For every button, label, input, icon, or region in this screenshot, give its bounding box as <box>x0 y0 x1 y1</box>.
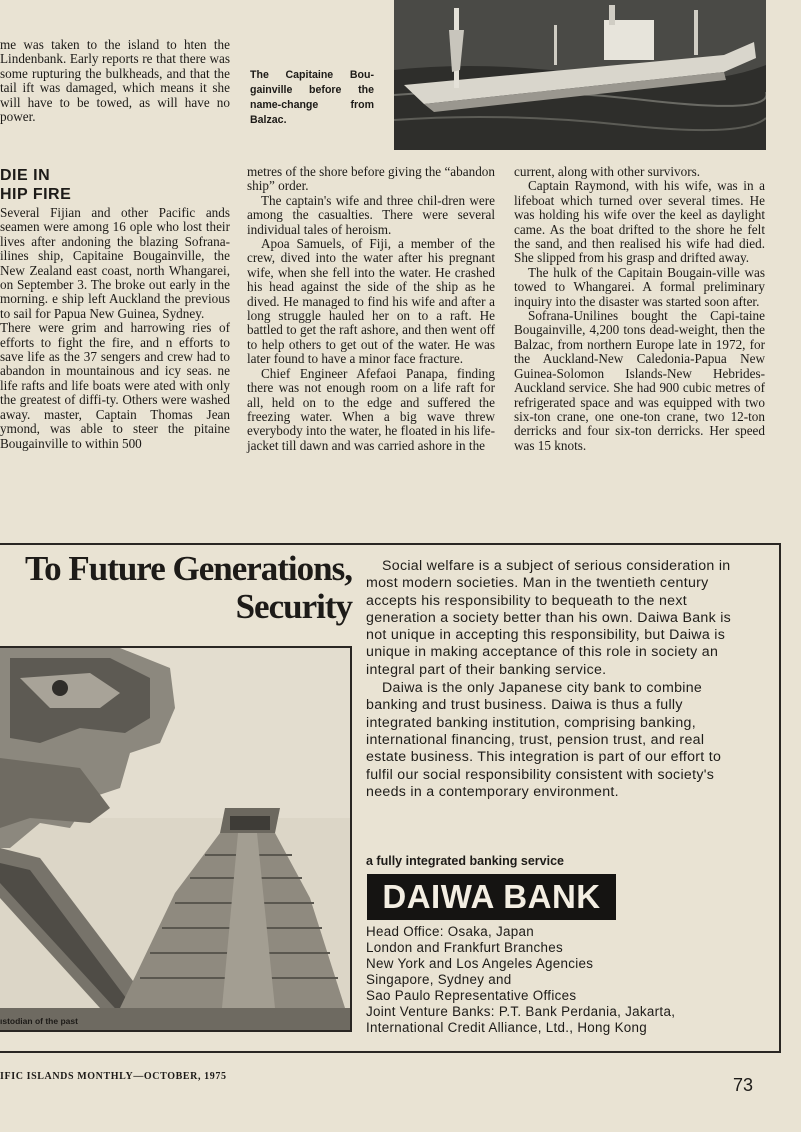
office-line: Joint Venture Banks: P.T. Bank Perdania, Jakarta, <box>366 1004 676 1019</box>
ad-body-text <box>366 558 740 802</box>
daiwa-bank-logo: DAIWA BANK <box>367 874 616 920</box>
ship-illustration <box>394 0 766 150</box>
office-list <box>366 924 746 1036</box>
office-line: London and Frankfurt Branches <box>366 940 564 955</box>
ad-headline-line: Security <box>235 587 352 626</box>
ship-photo <box>394 0 766 150</box>
publication-footer: IFIC ISLANDS MONTHLY—OCTOBER, 1975 <box>0 1071 227 1082</box>
ad-tagline: a fully integrated banking service <box>366 854 564 868</box>
page-number: 73 <box>733 1075 754 1095</box>
article-paragraph: Several Fijian and other Pacific ands seamen were among 16 ople who lost their lives after andoning the blazing Sofrana-ilines ship, Capitaine Bougainville, the New Zealand east coast, north Whangarei, on September 3. The broke out early in the morning. e ship left Auckland the previous to sail for Papua New Guinea, Sydney. <box>0 205 230 321</box>
article-paragraph: metres of the shore before giving the “abandon ship” order. <box>247 164 495 194</box>
office-line: Sao Paulo Representative Offices <box>366 988 577 1003</box>
ad-headline-line: To Future Generations, <box>24 549 352 588</box>
article-paragraph: Captain Raymond, with his wife, was in a lifeboat which turned over several times. He was holding his wife over the keel as daylight came. As the boat drifted to the shore he felt the sand, and then realised his wife had died. She slipped from his grasp and drifted away. <box>514 178 765 266</box>
ad-paragraph: Daiwa is the only Japanese city bank to combine banking and trust business. Daiwa is thus a fully integrated banking institution, comprising banking, international financing, trust, pension trust, and real estate business. This integration is part of our effort to fulfil our social responsibility consistent with society's needs in a contemporary environment. <box>366 680 722 800</box>
article-paragraph: Chief Engineer Afefaoi Panapa, finding there was not enough room on a life raft for all, held on to the edge and suffered the freezing water. When a big wave threw everybody into the water, he floated in his life-jacket till dawn and was carried ashore in the <box>247 365 495 453</box>
article-paragraph: The hulk of the Capitain Bougain-ville was towed to Whangarei. A formal preliminary inquiry into the disaster was started soon after. <box>514 264 765 309</box>
article-heading-line: HIP FIRE <box>0 186 72 203</box>
ad-paragraph: Social welfare is a subject of serious consideration in most modern societies. Man in the twentieth century accepts his responsibility to bequeath to the next generation a society better than his own. Daiwa Bank is not unique in accepting this responsibility, but Daiwa is unique in making acceptance of this role in society an integral part of their banking service. <box>366 558 732 678</box>
article-column-3 <box>514 165 765 453</box>
article-paragraph: Sofrana-Unilines bought the Capi-taine Bougainville, 4,200 tons dead-weight, then the Balzac, from northern Europe late in 1972, for the Auckland-New Caledonia-Papua New Guinea-Solomon Islands-New Hebrides-Auckland service. She had 900 cubic metres of refrigerated space and was equipped with two six-ton crane, one one-ton crane, two 12-ton derricks and four six-ton derricks. Her speed was 15 knots. <box>514 308 765 453</box>
office-line: Singapore, Sydney and <box>366 972 512 987</box>
ad-headline <box>0 550 352 626</box>
office-line: Head Office: Osaka, Japan <box>366 924 535 939</box>
mayan-temple-photo <box>0 646 352 1032</box>
office-line: New York and Los Angeles Agencies <box>366 956 594 971</box>
article-heading-line: DIE IN <box>0 167 51 184</box>
article-paragraph: me was taken to the island to hten the Lindenbank. Early reports re that there was some rupturing the bulkheads, and that the tail ift was damaged, which means it she will have to be towed, as will have no power. <box>0 37 230 125</box>
article-column-1-top <box>0 38 230 124</box>
article-paragraph: Apoa Samuels, of Fiji, a member of the crew, dived into the water after his pregnant wife, when she fell into the water. He crashed his head against the side of the ship as he dived. He managed to find his wife and after a long struggle hauled her on to a raft. He battled to get the raft ashore, and then went off to help others to get out of the water. He was later found to have a minor face fracture. <box>247 236 495 367</box>
photo-caption: ıstodian of the past <box>0 1016 78 1026</box>
temple-illustration <box>0 648 350 1030</box>
article-paragraph: The captain's wife and three chil-dren were among the casualties. There were several individual tales of heroism. <box>247 192 495 237</box>
article-heading <box>0 166 230 204</box>
ship-photo-caption: The Capitaine Bou-gainville before the name-change from Balzac. <box>250 69 374 126</box>
article-column-1 <box>0 206 230 451</box>
article-column-2 <box>247 165 495 453</box>
article-paragraph: current, along with other survivors. <box>514 164 701 179</box>
office-line: International Credit Alliance, Ltd., Hong Kong <box>366 1020 648 1035</box>
article-paragraph: There were grim and harrowing ries of efforts to fight the fire, and n efforts to save life as the 37 sengers and crew had to abandon in mountainous and icy seas. ne life rafts and life boats were ated with only the greatest of diffi-ty. Others were washed away. master, Captain Thomas Jean ymond, was able to steer the pitaine Bougainville to within 500 <box>0 320 230 451</box>
